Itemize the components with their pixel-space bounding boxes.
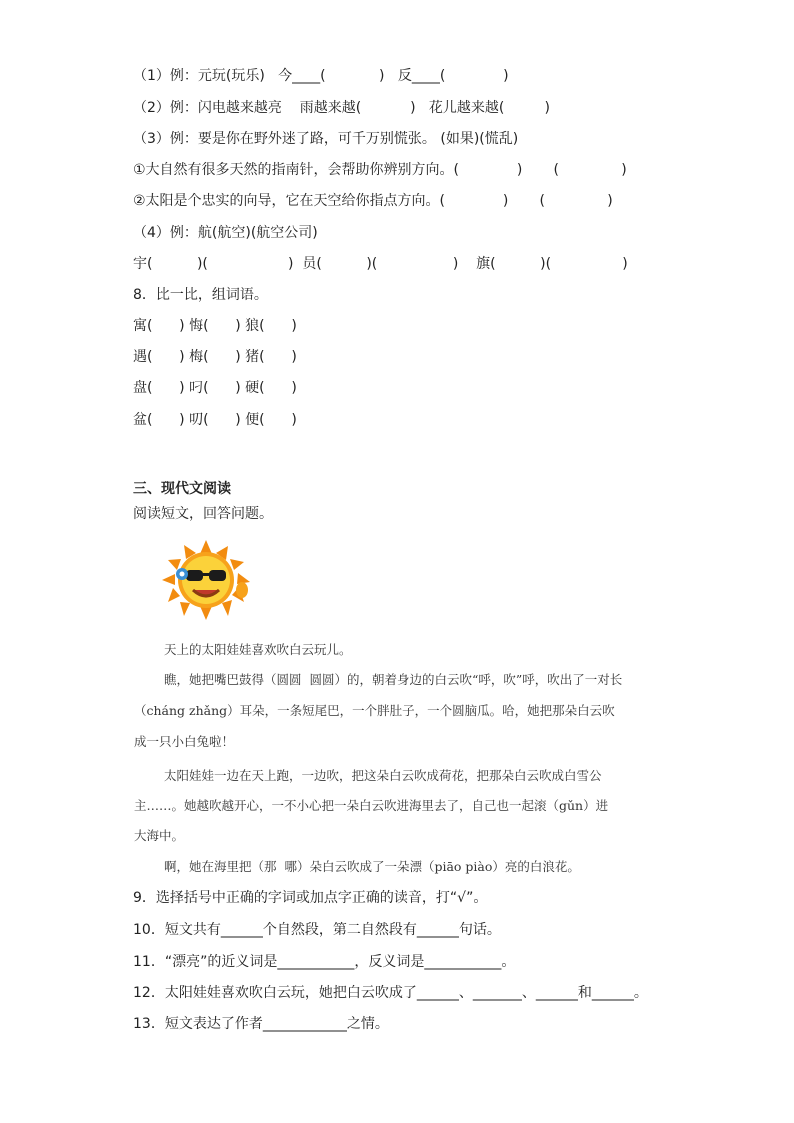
story-paragraph: 太阳娃娃一边在天上跑，一边吹，把这朵白云吹成荷花，把那朵白云吹成白雪公 bbox=[164, 768, 602, 783]
question-11: 11．“漂亮”的近义词是___________，反义词是___________。 bbox=[133, 954, 516, 970]
q8-row: 遇( ) 梅( ) 猪( ) bbox=[133, 349, 297, 365]
story-paragraph: 天上的太阳娃娃喜欢吹白云玩儿。 bbox=[164, 642, 352, 657]
q7-3-a: ①大自然有很多天然的指南针，会帮助你辨别方向。( ) ( ) bbox=[133, 162, 627, 178]
q7-1: （1）例：元玩(玩乐) 今____( ) 反____( ) bbox=[133, 68, 509, 84]
q8-row: 盆( ) 叨( ) 便( ) bbox=[133, 412, 297, 428]
story-line: 大海中。 bbox=[134, 828, 185, 843]
question-9: 9．选择括号中正确的字词或加点字正确的读音，打“√”。 bbox=[133, 890, 488, 906]
q7-4-a: 宇( )( ) 员( )( ) 旗( )( ) bbox=[133, 256, 628, 272]
q8-row: 寓( ) 悔( ) 狼( ) bbox=[133, 318, 297, 334]
q8-title: 8．比一比，组词语。 bbox=[133, 287, 268, 303]
section-instruction: 阅读短文，回答问题。 bbox=[133, 506, 273, 522]
q7-4: （4）例：航(航空)(航空公司) bbox=[133, 225, 318, 241]
story-line: 成一只小白兔啦！ bbox=[134, 734, 235, 749]
story-paragraph: 啊，她在海里把（那 哪）朵白云吹成了一朵漂（piāo piào）亮的白浪花。 bbox=[164, 859, 580, 874]
story-line: 主……。她越吹越开心，一不小心把一朵白云吹进海里去了，自己也一起滚（gǔn）进 bbox=[134, 798, 609, 813]
q7-3: （3）例：要是你在野外迷了路，可千万别慌张。 (如果)(慌乱) bbox=[133, 131, 519, 147]
story-paragraph: 瞧，她把嘴巴鼓得（圆圆 圆圆）的，朝着身边的白云吹“呼，吹”呼，吹出了一对长 bbox=[164, 672, 623, 687]
question-10: 10．短文共有______个自然段，第二自然段有______句话。 bbox=[133, 922, 501, 938]
q7-2: （2）例：闪电越来越亮 雨越来越( ) 花儿越来越( ) bbox=[133, 100, 550, 116]
sun-with-sunglasses-icon bbox=[160, 540, 252, 620]
question-12: 12．太阳娃娃喜欢吹白云玩，她把白云吹成了______、_______、______和______。 bbox=[133, 985, 648, 1001]
q8-row: 盘( ) 叼( ) 硬( ) bbox=[133, 380, 297, 396]
story-line: （cháng zhǎng）耳朵，一条短尾巴，一个胖肚子，一个圆脑瓜。哈，她把那朵白云吹 bbox=[134, 703, 615, 718]
question-13: 13．短文表达了作者____________之情。 bbox=[133, 1016, 389, 1032]
section-heading: 三、现代文阅读 bbox=[133, 481, 231, 497]
q7-3-b: ②太阳是个忠实的向导，它在天空给你指点方向。( ) ( ) bbox=[133, 193, 613, 209]
